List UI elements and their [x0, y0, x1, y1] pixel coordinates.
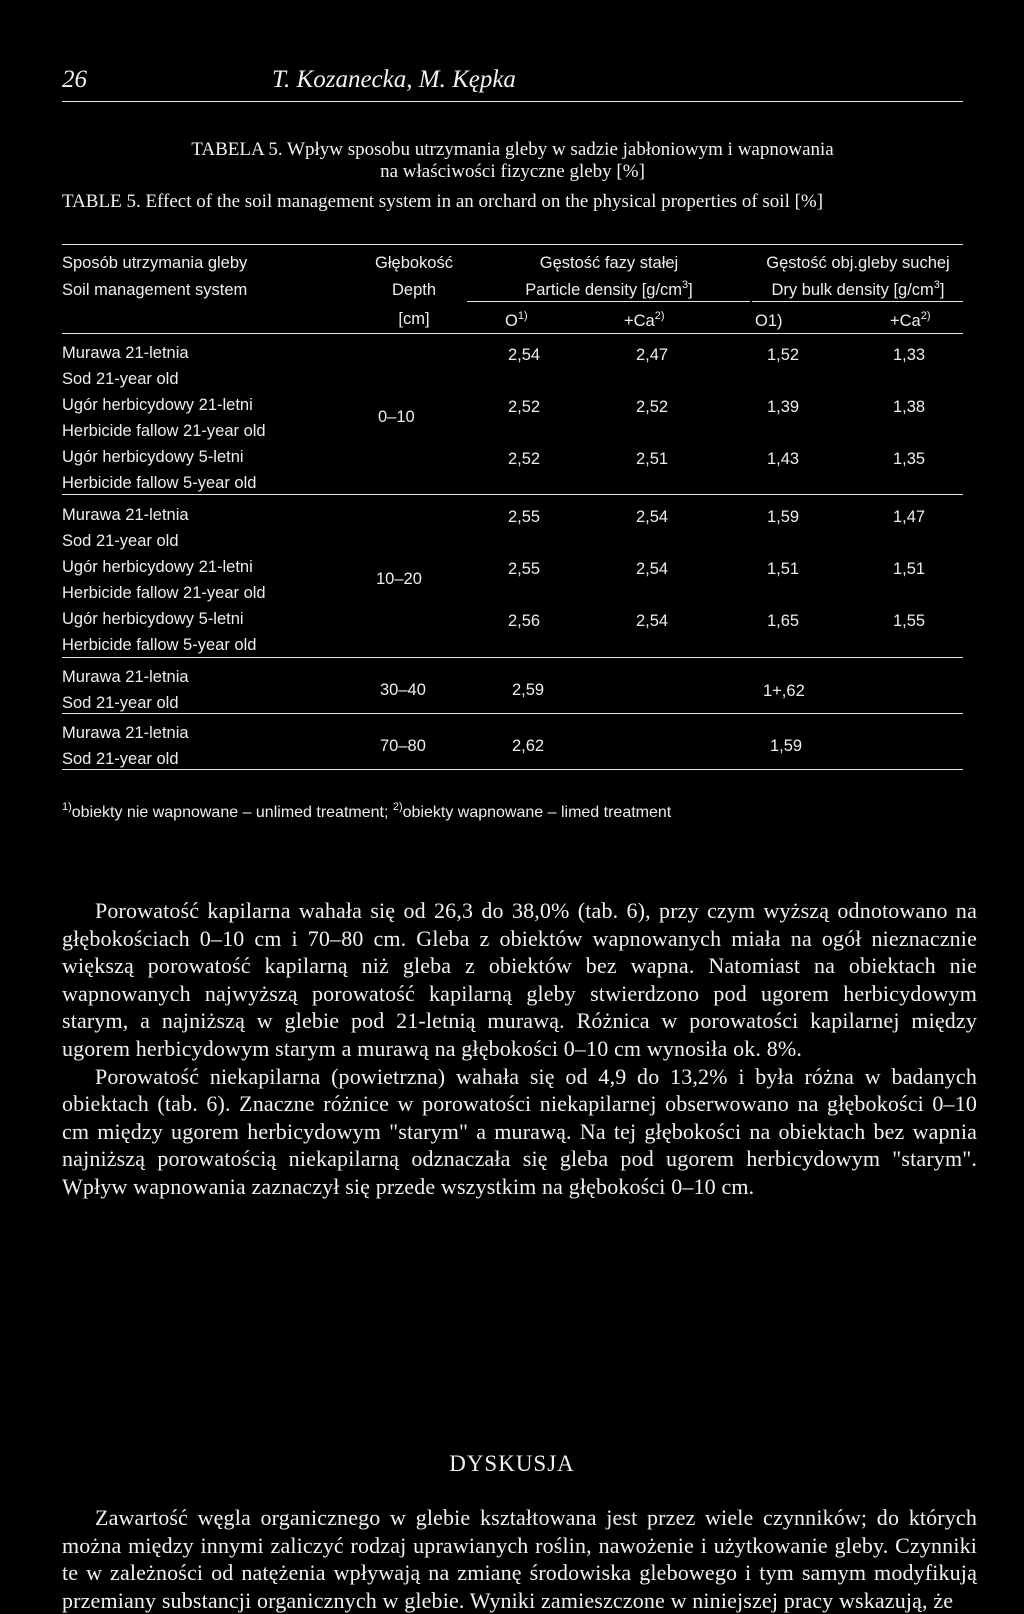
header-depth-unit: [cm]	[398, 310, 430, 328]
cell-value: 1,47	[893, 508, 926, 526]
cell-value: 2,55	[508, 508, 541, 526]
group-rule	[62, 494, 963, 495]
cell-value: 2,59	[512, 681, 545, 699]
particle-rule	[467, 301, 750, 302]
row-label-en: Sod 21-year old	[62, 750, 179, 768]
table-caption-en: TABLE 5. Effect of the soil management system in an orchard on the physical properties of soil [%]	[62, 191, 824, 212]
cell-value: 1,65	[767, 612, 800, 630]
caption-pl-line1: TABELA 5. Wpływ sposobu utrzymania gleby w sadzie jabłoniowym i wapnowania	[191, 139, 834, 160]
cell-value: 1,38	[893, 398, 926, 416]
header-particle-pl: Gęstość fazy stałej	[539, 254, 679, 272]
cell-value: 2,62	[512, 737, 545, 755]
row-label-pl: Murawa 21-letnia	[62, 506, 189, 524]
row-label-en: Sod 21-year old	[62, 694, 179, 712]
header-system-en: Soil management system	[62, 281, 248, 299]
cell-value: 2,52	[508, 450, 541, 468]
header-sub-o2: O1)	[755, 312, 783, 330]
paragraph: Porowatość kapilarna wahała się od 26,3 do 38,0% (tab. 6), przy czym wyższą odnotowano na głębokościach 0–10 cm i 70–80 cm. Gleba z obiektów wapnowanych miała na ogół nieznacznie większą porowatość kapilarną niż gleba z obiektów bez wapna. Natomiast na obiektach nie wapnowanych najwyższą porowatość kapilarną gleby stwierdzono pod ugorem herbicydowym starym, a najniższą w glebie pod 21-letnią murawą. Różnica w porowatości kapilarnej między ugorem herbicydowym starym a murawą na głębokości 0–10 cm wynosiła ok. 8%.	[62, 898, 977, 1061]
row-label-pl: Murawa 21-letnia	[62, 724, 189, 742]
depth-value: 30–40	[380, 681, 426, 699]
cell-value: 1,39	[767, 398, 800, 416]
bulk-rule	[752, 301, 963, 302]
row-label-en: Herbicide fallow 5-year old	[62, 636, 257, 654]
cell-value: 1,59	[770, 737, 803, 755]
paragraph: Porowatość niekapilarna (powietrzna) wahała się od 4,9 do 13,2% i była różna w badanych obiektach (tab. 6). Znaczne różnice w porowatości niekapilarnej obserwowano na głębokości 0–10 cm między ugorem herbicydowym "starym" a murawą. Na tej głębokości na obiektach bez wapnia najniższą porowatością niekapilarną odznaczała się gleba pod ugorem herbicydowym "starym". Wpływ wapnowania zaznaczył się przede wszystkim na głębokości 0–10 cm.	[62, 1063, 977, 1199]
group-rule	[62, 713, 963, 714]
header-system-pl: Sposób utrzymania gleby	[62, 254, 248, 272]
table-top-rule	[62, 244, 963, 245]
header-depth-pl: Głębokość	[375, 254, 453, 272]
row-label-pl: Murawa 21-letnia	[62, 344, 189, 362]
running-title: T. Kozanecka, M. Kępka	[272, 66, 516, 93]
row-label-pl: Ugór herbicydowy 5-letni	[62, 610, 244, 628]
body-text	[62, 897, 977, 1201]
cell-value: 2,54	[636, 612, 669, 630]
cell-value: 1,33	[893, 346, 926, 364]
table-footnote: $^{1)}$obiekty nie wapnowane – unlimed treatment; $^{2)}$obiekty wapnowane – limed treatment	[62, 800, 672, 821]
cell-value: 1,51	[767, 560, 800, 578]
header-rule	[62, 101, 963, 102]
cell-value: 2,47	[636, 346, 669, 364]
header-depth-en: Depth	[391, 281, 437, 299]
header-sub-ca2: $+Ca^{2)}$	[890, 309, 931, 330]
cell-value: 2,54	[636, 508, 669, 526]
section-heading: DYSKUSJA	[449, 1451, 575, 1476]
row-label-en: Herbicide fallow 5-year old	[62, 474, 257, 492]
header-bottom-rule	[62, 333, 963, 334]
cell-value: 1,51	[893, 560, 926, 578]
caption-pl-line2: na właściwości fizyczne gleby [%]	[380, 161, 645, 182]
depth-value: 0–10	[378, 408, 415, 426]
header-sub-o1: $O^{1)}$	[505, 309, 528, 330]
table-caption-pl	[62, 139, 963, 183]
row-label-pl: Ugór herbicydowy 21-letni	[62, 396, 253, 414]
page-number: 26	[62, 66, 87, 93]
cell-value: 2,52	[508, 398, 541, 416]
table-bottom-rule	[62, 769, 963, 770]
header-bulk-en: Dry bulk density $[g/cm^3]$	[771, 278, 945, 299]
cell-value: 1,43	[767, 450, 800, 468]
cell-value: 2,51	[636, 450, 669, 468]
depth-value: 70–80	[380, 737, 426, 755]
depth-value: 10–20	[376, 570, 422, 588]
row-label-pl: Ugór herbicydowy 21-letni	[62, 558, 253, 576]
body-text	[62, 1504, 977, 1614]
paragraph: Zawartość węgla organicznego w glebie kształtowana jest przez wiele czynników; do których można między innymi zaliczyć rodzaj uprawianych roślin, nawożenie i użytkowanie gleby. Czynniki te w zależności od natężenia wpływają na zmianę środowiska glebowego i tym samym modyfikują przemiany substancji organicznych w glebie. Wyniki zamieszczone w niniejszej pracy wskazują, że	[62, 1505, 977, 1613]
running-header	[62, 66, 962, 102]
cell-value: 1,55	[893, 612, 926, 630]
cell-value: 1,35	[893, 450, 926, 468]
cell-value: 1+,62	[763, 682, 805, 700]
row-label-pl: Ugór herbicydowy 5-letni	[62, 448, 244, 466]
cell-value: 2,55	[508, 560, 541, 578]
header-particle-en: Particle density $[g/cm^3]$	[525, 278, 693, 299]
row-label-en: Herbicide fallow 21-year old	[62, 422, 266, 440]
group-rule	[62, 657, 963, 658]
row-label-en: Sod 21-year old	[62, 532, 179, 550]
cell-value: 1,59	[767, 508, 800, 526]
cell-value: 2,54	[508, 346, 541, 364]
cell-value: 2,54	[636, 560, 669, 578]
header-sub-ca1: $+Ca^{2)}$	[624, 309, 665, 330]
row-label-pl: Murawa 21-letnia	[62, 668, 189, 686]
row-label-en: Herbicide fallow 21-year old	[62, 584, 266, 602]
row-label-en: Sod 21-year old	[62, 370, 179, 388]
cell-value: 1,52	[767, 346, 800, 364]
cell-value: 2,56	[508, 612, 541, 630]
cell-value: 2,52	[636, 398, 669, 416]
header-bulk-pl: Gęstość obj.gleby suchej	[766, 254, 950, 272]
